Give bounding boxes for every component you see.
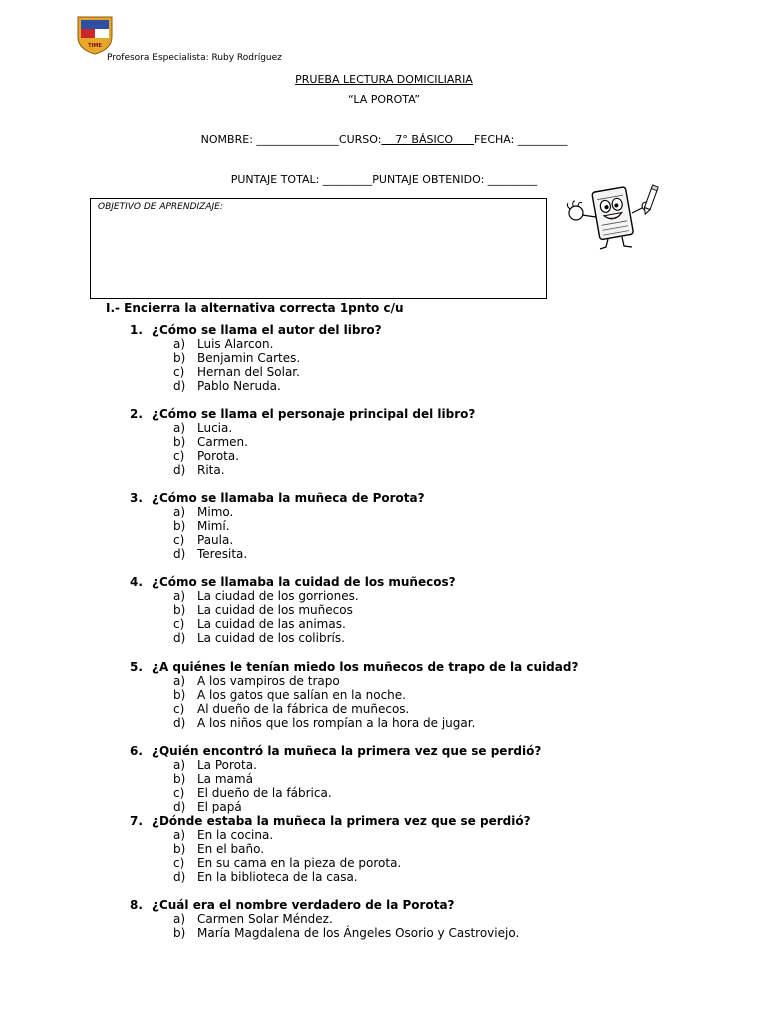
answer-option[interactable]	[173, 758, 257, 772]
puntaje-total-label: PUNTAJE TOTAL:	[230, 173, 323, 186]
option-letter: b)	[173, 519, 186, 533]
teacher-name: Profesora Especialista: Ruby Rodríguez	[107, 53, 282, 63]
option-text: Carmen Solar Méndez.	[197, 912, 333, 926]
question-number: 3.	[130, 491, 143, 505]
option-letter: d)	[173, 547, 186, 561]
question-number: 4.	[130, 575, 143, 589]
question-number: 5.	[130, 660, 143, 674]
option-letter: b)	[173, 351, 186, 365]
fecha-label: FECHA:	[474, 133, 518, 146]
option-text: La cuidad de los muñecos	[197, 603, 353, 617]
answer-option[interactable]	[173, 421, 232, 435]
option-text: El dueño de la fábrica.	[197, 786, 332, 800]
answer-option[interactable]	[173, 379, 281, 393]
option-text: A los niños que los rompían a la hora de jugar.	[197, 716, 476, 730]
option-letter: c)	[173, 786, 185, 800]
answer-option[interactable]	[173, 912, 333, 926]
option-text: Mimo.	[197, 505, 234, 519]
option-letter: a)	[173, 589, 186, 603]
option-letter: a)	[173, 674, 186, 688]
logo-text: TIME	[88, 43, 102, 49]
option-text: Rita.	[197, 463, 225, 477]
question-number: 7.	[130, 814, 143, 828]
puntaje-total-blank[interactable]: _________	[322, 173, 373, 186]
option-text: Mimí.	[197, 519, 230, 533]
answer-option[interactable]	[173, 463, 225, 477]
option-text: La mamá	[197, 772, 253, 786]
answer-option[interactable]	[173, 688, 406, 702]
option-letter: b)	[173, 926, 186, 940]
question-3	[130, 491, 425, 505]
question-number: 1.	[130, 323, 143, 337]
answer-option[interactable]	[173, 533, 233, 547]
option-letter: c)	[173, 533, 185, 547]
answer-option[interactable]	[173, 435, 248, 449]
question-7	[130, 814, 531, 828]
answer-option[interactable]	[173, 786, 332, 800]
answer-option[interactable]	[173, 603, 353, 617]
question-text: ¿Cómo se llamaba la cuidad de los muñecos?	[152, 575, 456, 589]
answer-option[interactable]	[173, 870, 358, 884]
option-text: En la biblioteca de la casa.	[197, 870, 358, 884]
question-6	[130, 744, 541, 758]
question-text: ¿Cómo se llamaba la muñeca de Porota?	[152, 491, 425, 505]
option-letter: a)	[173, 421, 186, 435]
option-text: Teresita.	[197, 547, 248, 561]
fecha-blank[interactable]: _________	[517, 133, 568, 146]
curso-value: 7° BÁSICO	[381, 133, 475, 146]
option-letter: b)	[173, 772, 186, 786]
option-text: Luis Alarcon.	[197, 337, 274, 351]
answer-option[interactable]	[173, 589, 359, 603]
question-2	[130, 407, 475, 421]
answer-option[interactable]	[173, 519, 230, 533]
answer-option[interactable]	[173, 716, 475, 730]
option-letter: b)	[173, 842, 186, 856]
option-text: La cuidad de los colibrís.	[197, 631, 345, 645]
question-text: ¿Cuál era el nombre verdadero de la Porota?	[152, 898, 455, 912]
option-text: En el baño.	[197, 842, 265, 856]
test-title: PRUEBA LECTURA DOMICILIARIA	[295, 73, 473, 86]
question-text: ¿Dónde estaba la muñeca la primera vez que se perdió?	[152, 814, 531, 828]
option-text: Porota.	[197, 449, 240, 463]
option-text: Hernan del Solar.	[197, 365, 300, 379]
section-heading: I.- Encierra la alternativa correcta 1pnto c/u	[106, 301, 404, 315]
answer-option[interactable]	[173, 828, 273, 842]
option-letter: a)	[173, 337, 186, 351]
book-title: “LA POROTA”	[347, 93, 421, 106]
answer-option[interactable]	[173, 856, 401, 870]
option-letter: d)	[173, 800, 186, 814]
question-text: ¿A quiénes le tenían miedo los muñecos de trapo de la cuidad?	[152, 660, 579, 674]
answer-option[interactable]	[173, 800, 242, 814]
answer-option[interactable]	[173, 926, 519, 940]
puntaje-obtenido-blank[interactable]: _________	[487, 173, 538, 186]
question-1	[130, 323, 382, 337]
option-text: Carmen.	[197, 435, 248, 449]
option-letter: d)	[173, 870, 186, 884]
nombre-label: NOMBRE:	[200, 133, 257, 146]
option-letter: b)	[173, 435, 186, 449]
curso-label: CURSO:	[338, 133, 382, 146]
option-text: La ciudad de los gorriones.	[197, 589, 359, 603]
option-text: Paula.	[197, 533, 234, 547]
option-text: A los gatos que salían en la noche.	[197, 688, 406, 702]
option-text: María Magdalena de los Ángeles Osorio y Castroviejo.	[197, 926, 520, 940]
option-letter: a)	[173, 828, 186, 842]
objective-label: OBJETIVO DE APRENDIZAJE:	[98, 202, 223, 212]
question-text: ¿Cómo se llama el autor del libro?	[152, 323, 382, 337]
answer-option[interactable]	[173, 351, 300, 365]
question-8	[130, 898, 455, 912]
option-letter: d)	[173, 716, 186, 730]
option-letter: a)	[173, 505, 186, 519]
question-5	[130, 660, 578, 674]
option-letter: a)	[173, 758, 186, 772]
option-letter: b)	[173, 603, 186, 617]
option-text: La cuidad de las animas.	[197, 617, 346, 631]
student-info-row	[0, 133, 768, 146]
option-text: En su cama en la pieza de porota.	[197, 856, 402, 870]
option-text: En la cocina.	[197, 828, 274, 842]
answer-option[interactable]	[173, 842, 264, 856]
option-letter: c)	[173, 449, 185, 463]
answer-option[interactable]	[173, 547, 247, 561]
answer-option[interactable]	[173, 505, 233, 519]
option-letter: c)	[173, 856, 185, 870]
question-number: 2.	[130, 407, 143, 421]
answer-option[interactable]	[173, 449, 239, 463]
question-number: 6.	[130, 744, 143, 758]
option-letter: c)	[173, 617, 185, 631]
option-text: Pablo Neruda.	[197, 379, 281, 393]
option-letter: a)	[173, 912, 186, 926]
answer-option[interactable]	[173, 702, 409, 716]
objective-box	[90, 198, 547, 299]
option-text: La Porota.	[197, 758, 257, 772]
answer-option[interactable]	[173, 617, 346, 631]
option-text: Benjamin Cartes.	[197, 351, 301, 365]
option-text: Al dueño de la fábrica de muñecos.	[197, 702, 410, 716]
school-shield-logo	[76, 15, 114, 55]
question-text: ¿Quién encontró la muñeca la primera vez que se perdió?	[152, 744, 542, 758]
option-letter: d)	[173, 631, 186, 645]
option-text: Lucia.	[197, 421, 233, 435]
answer-option[interactable]	[173, 674, 340, 688]
option-letter: c)	[173, 702, 185, 716]
option-letter: d)	[173, 379, 186, 393]
answer-option[interactable]	[173, 631, 345, 645]
option-text: El papá	[197, 800, 242, 814]
answer-option[interactable]	[173, 772, 253, 786]
notebook-mascot-icon	[562, 183, 670, 253]
nombre-blank[interactable]: _______________	[256, 133, 339, 146]
option-text: A los vampiros de trapo	[197, 674, 340, 688]
answer-option[interactable]	[173, 337, 273, 351]
puntaje-obtenido-label: PUNTAJE OBTENIDO:	[372, 173, 488, 186]
question-number: 8.	[130, 898, 143, 912]
option-letter: b)	[173, 688, 186, 702]
answer-option[interactable]	[173, 365, 300, 379]
option-letter: c)	[173, 365, 185, 379]
question-4	[130, 575, 456, 589]
question-text: ¿Cómo se llama el personaje principal del libro?	[152, 407, 476, 421]
option-letter: d)	[173, 463, 186, 477]
